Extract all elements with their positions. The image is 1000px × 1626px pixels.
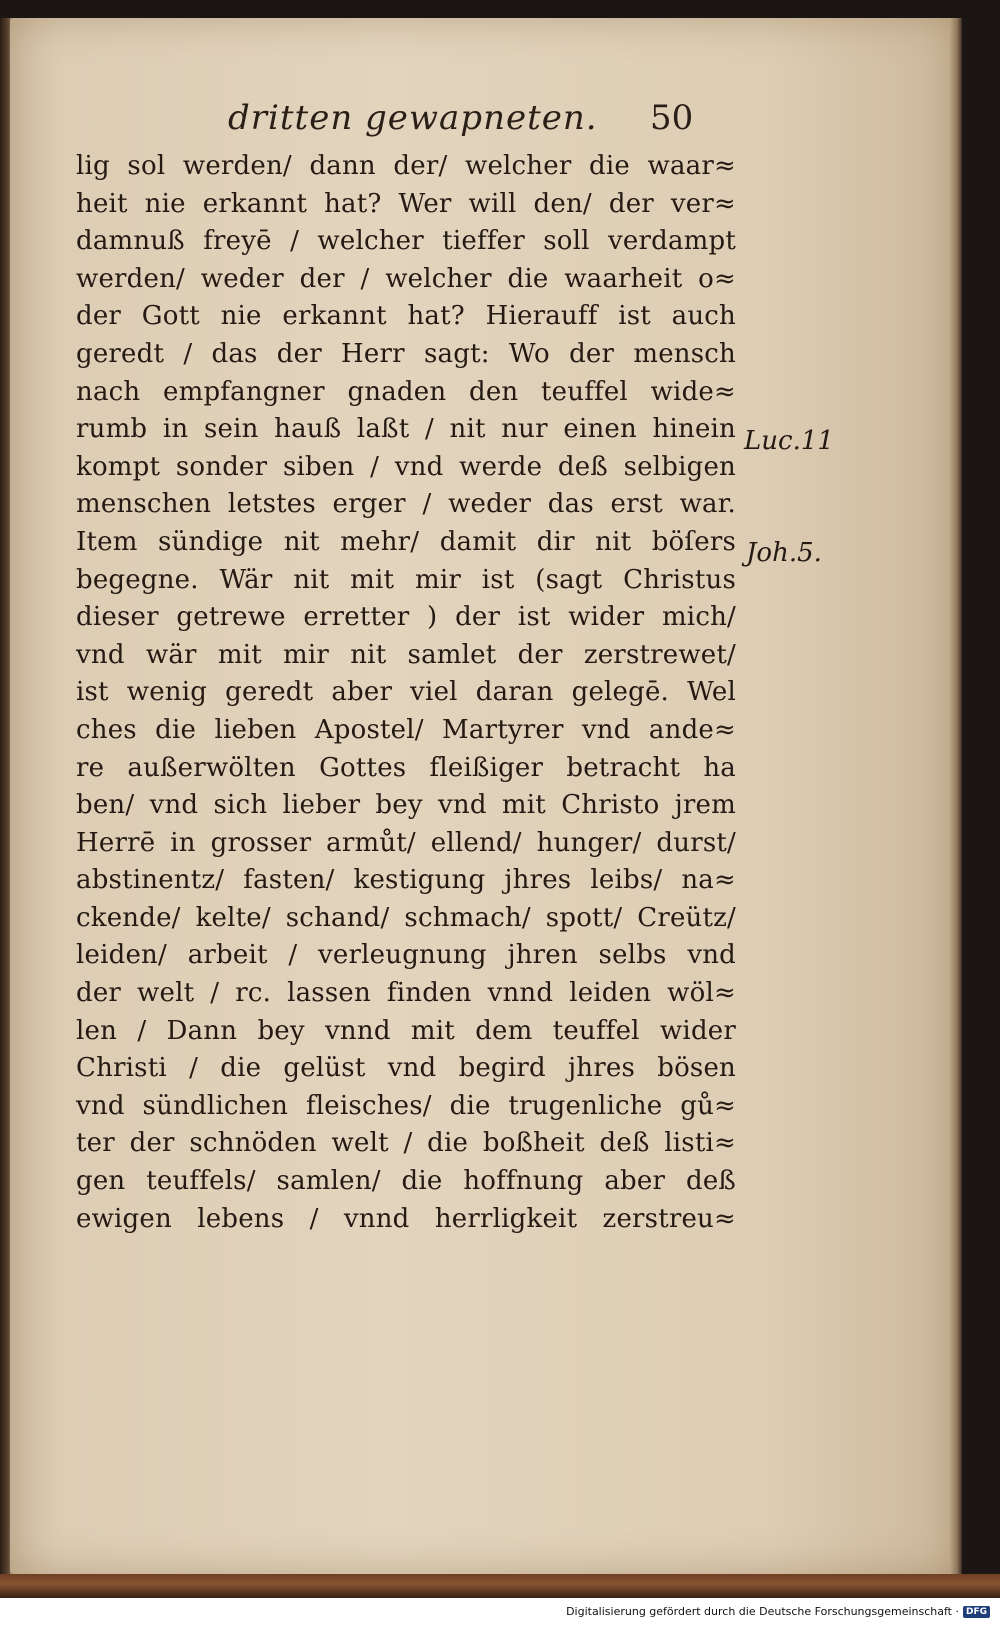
text-line: ter der schnöden welt / die boßheit deß listi≈ — [76, 1128, 736, 1159]
text-line: kompt sonder siben / vnd werde deß selbigen — [76, 451, 736, 482]
text-line: geredt / das der Herr sagt: Wo der mensch — [76, 338, 736, 369]
text-line: ben/ vnd sich lieber bey vnd mit Christo jrem — [76, 790, 736, 821]
text-line: vnd sündlichen fleisches/ die trugenliche gů≈ — [76, 1090, 736, 1121]
text-line: abstinentz/ fasten/ kestigung jhres leibs/ na≈ — [76, 865, 736, 896]
text-line: re außerwölten Gottes fleißiger betracht ha — [76, 752, 736, 783]
text-line: der Gott nie erkannt hat? Hierauff ist auch — [76, 301, 736, 332]
text-line: ches die lieben Apostel/ Martyrer vnd ande≈ — [76, 714, 736, 745]
text-line: Item sündige nit mehr/ damit dir nit böſers — [76, 526, 736, 557]
text-line: damnuß freyē / welcher tieffer soll verdampt — [76, 226, 736, 257]
text-line: rumb in sein hauß laßt / nit nur einen hinein — [76, 414, 736, 445]
text-line: gen teuffels/ samlen/ die hoffnung aber deß — [76, 1166, 736, 1197]
text-line: heit nie erkannt hat? Wer will den/ der ver≈ — [76, 188, 736, 219]
text-line: dieser getrewe erretter ) der ist wider mich/ — [76, 602, 736, 633]
text-line: vnd wär mit mir nit samlet der zerstrewet/ — [76, 639, 736, 670]
text-line: menschen letstes erger / weder das erst war. — [76, 489, 736, 520]
body-text — [76, 148, 736, 1238]
page-number: 50 — [650, 98, 694, 138]
text-line: der welt / rc. lassen finden vnnd leiden wöl≈ — [76, 978, 736, 1009]
marginal-note-luke: Luc.11 — [744, 426, 834, 456]
text-line: len / Dann bey vnnd mit dem teuffel wider — [76, 1015, 736, 1046]
running-head: dritten gewapneten. — [228, 98, 598, 138]
text-line: Herrē in grosser armůt/ ellend/ hunger/ durst/ — [76, 827, 736, 858]
credit-text: Digitalisierung gefördert durch die Deutsche Forschungsgemeinschaft · — [566, 1605, 959, 1618]
dfg-logo: DFG — [963, 1606, 990, 1618]
text-line: werden/ weder der / welcher die waarheit o≈ — [76, 263, 736, 294]
page-edge — [950, 18, 962, 1574]
text-line: ewigen lebens / vnnd herrligkeit zerstreu≈ — [76, 1203, 736, 1234]
text-line: ist wenig geredt aber viel daran gelegē. Wel — [76, 677, 736, 708]
marginal-note-john: Joh.5. — [746, 538, 822, 568]
book-cover-edge — [0, 1574, 1000, 1598]
digitization-credit — [562, 1604, 994, 1619]
text-line: nach empfangner gnaden den teuffel wide≈ — [76, 376, 736, 407]
text-line: begegne. Wär nit mit mir ist (sagt Christus — [76, 564, 736, 595]
text-line: ckende/ kelte/ schand/ schmach/ spott/ Creütz/ — [76, 902, 736, 933]
text-line: leiden/ arbeit / verleugnung jhren selbs vnd — [76, 940, 736, 971]
text-line: Christi / die gelüst vnd begird jhres bösen — [76, 1053, 736, 1084]
text-line: lig sol werden/ dann der/ welcher die waar≈ — [76, 151, 736, 181]
